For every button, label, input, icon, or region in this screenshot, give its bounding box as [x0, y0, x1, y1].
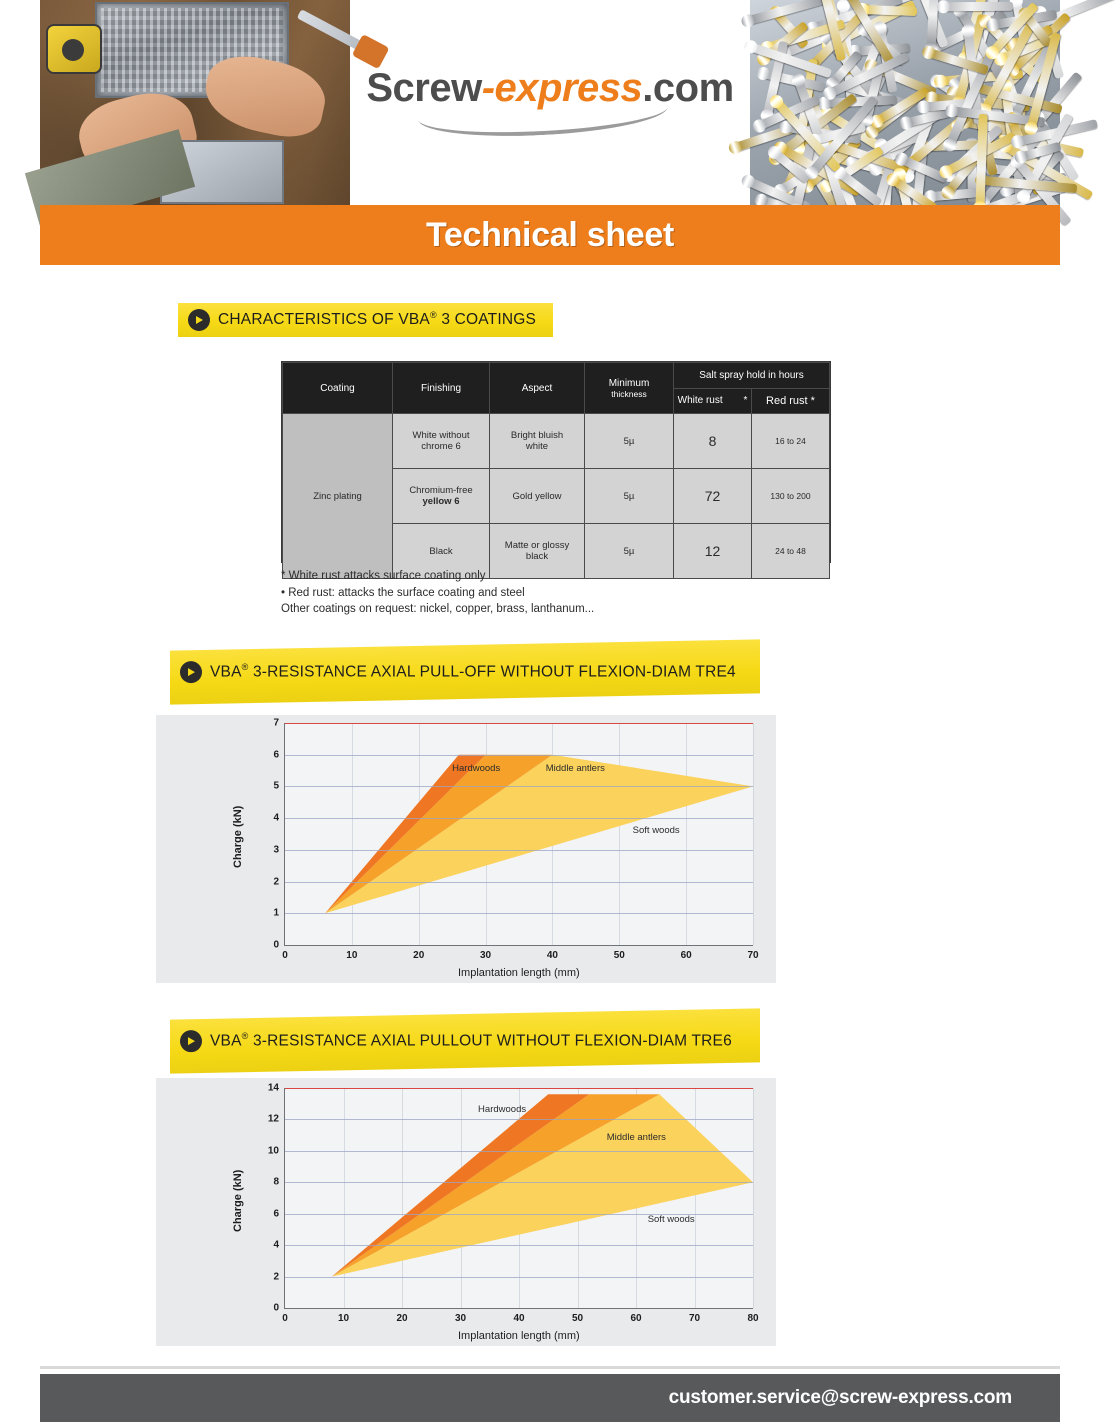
- chart-gridline: [285, 1119, 753, 1120]
- heading-text-b: 3 COATINGS: [436, 311, 537, 329]
- coating-characteristics-table: [281, 361, 831, 563]
- table-footnotes: [281, 568, 801, 618]
- chart-gridline: [285, 1245, 753, 1246]
- chart-y-tick-label: 6: [273, 749, 279, 761]
- chart-y-tick-label: 14: [267, 1082, 279, 1094]
- chart-x-tick-label: 10: [346, 950, 358, 961]
- tape-measure: [46, 24, 102, 74]
- chart-series-label: Soft woods: [647, 1214, 695, 1225]
- chart-series-label: Middle antlers: [545, 762, 605, 774]
- chart-vertical-gridline: [753, 1088, 754, 1308]
- registered-mark: ®: [241, 1031, 249, 1042]
- chart-gridline: [285, 755, 753, 756]
- th-white-rust-mark: *: [743, 395, 748, 407]
- chart-series-label: Hardwoods: [452, 762, 501, 774]
- cell-finishing-line2: yellow 6: [422, 496, 460, 507]
- section-heading-coatings: [178, 303, 553, 337]
- cell-aspect-line1: Gold yellow: [512, 490, 562, 502]
- heading-text-a: VBA: [210, 663, 242, 681]
- th-red-rust: Red rust *: [752, 388, 830, 414]
- cell-thickness: 5µ: [585, 524, 674, 579]
- th-coating: Coating: [283, 363, 393, 414]
- chart-series-areas: [285, 723, 753, 945]
- table-row: [283, 414, 830, 469]
- chart-gridline: [285, 723, 753, 724]
- cell-finishing-line2: chrome 6: [421, 441, 461, 452]
- chart-tre4-y-axis-title: Charge (kN): [232, 805, 244, 868]
- th-white-rust-label: White rust: [677, 395, 723, 407]
- cell-thickness: 5µ: [585, 469, 674, 524]
- chart-y-tick-label: 12: [267, 1113, 279, 1125]
- cell-white-rust: 12: [674, 524, 752, 579]
- chart-x-tick-label: 60: [680, 950, 692, 961]
- chart-x-tick-label: 40: [513, 1313, 525, 1324]
- cell-aspect-line1: Bright bluish: [510, 430, 564, 441]
- chart-y-tick-label: 4: [273, 812, 279, 824]
- section-heading-tre4-label: [210, 663, 736, 682]
- chart-gridline: [285, 1088, 753, 1089]
- logo-part-2: -express: [481, 66, 643, 110]
- chart-y-tick-label: 3: [273, 844, 279, 856]
- chart-x-tick-label: 30: [480, 950, 492, 961]
- logo-part-1: Screw: [366, 66, 482, 110]
- cell-red-rust: 24 to 48: [752, 524, 830, 579]
- screws-pile-image: [750, 0, 1060, 205]
- th-min-thickness-line1: Minimum: [608, 377, 650, 389]
- chart-gridline: [285, 1182, 753, 1183]
- logo-swoosh: [410, 113, 690, 139]
- play-arrow-icon: [188, 309, 210, 331]
- chart-tre4-x-axis-title: Implantation length (mm): [458, 967, 580, 979]
- screws-photo: [750, 0, 1060, 205]
- hand-right: [199, 48, 331, 143]
- footnote-other-coatings: Other coatings on request: nickel, copper, brass, lanthanum...: [281, 603, 595, 616]
- section-heading-coatings-label: [218, 310, 536, 329]
- cell-finishing-line1: White without: [412, 430, 470, 441]
- th-finishing: Finishing: [393, 363, 490, 414]
- chart-tre4-inner: [156, 715, 776, 983]
- chart-series-label: Hardwoods: [478, 1104, 527, 1115]
- chart-tre6-plot: [267, 1082, 759, 1324]
- chart-gridline: [285, 882, 753, 883]
- chart-x-tick-label: 0: [282, 950, 288, 961]
- chart-x-tick-label: 60: [630, 1313, 642, 1324]
- registered-mark: ®: [241, 662, 249, 673]
- workbench-image: [40, 0, 350, 205]
- technical-sheet-banner: [40, 205, 1060, 265]
- chart-y-tick-label: 0: [273, 1302, 279, 1314]
- chart-x-tick-label: 50: [571, 1313, 584, 1324]
- chart-gridline: [285, 786, 753, 787]
- cell-red-rust: 16 to 24: [752, 414, 830, 469]
- chart-x-tick-label: 70: [688, 1313, 701, 1324]
- cell-aspect-line2: white: [525, 441, 549, 452]
- chart-tre6-inner: [156, 1078, 776, 1346]
- footnote-red-rust: • Red rust: attacks the surface coating and steel: [281, 586, 525, 599]
- heading-text-b: 3-RESISTANCE AXIAL PULL-OFF WITHOUT FLEXION-DIAM TRE4: [248, 663, 736, 681]
- registered-mark: ®: [429, 310, 437, 321]
- cell-finishing-line1: Black: [429, 545, 453, 557]
- heading-text-a: CHARACTERISTICS OF VBA: [218, 311, 430, 329]
- chart-series-area: [325, 755, 753, 914]
- chart-tre6: [156, 1078, 776, 1346]
- cell-finishing: [393, 414, 490, 469]
- page-header: [40, 0, 1060, 205]
- chart-series-label: Soft woods: [632, 824, 680, 836]
- cell-thickness: 5µ: [585, 414, 674, 469]
- section-heading-tre6: [170, 1008, 760, 1073]
- chart-gridline: [285, 913, 753, 914]
- chart-x-tick-label: 0: [282, 1313, 288, 1324]
- chart-y-tick-label: 4: [273, 1239, 279, 1251]
- cell-aspect: [490, 414, 585, 469]
- cell-aspect-line2: black: [525, 551, 549, 562]
- banner-title: Technical sheet: [425, 215, 675, 254]
- heading-text-a: VBA: [210, 1032, 242, 1050]
- th-min-thickness: [585, 363, 674, 414]
- chart-y-tick-label: 2: [273, 1271, 279, 1283]
- chart-x-tick-label: 80: [747, 1313, 759, 1324]
- chart-y-tick-label: 2: [273, 876, 279, 888]
- chart-gridline: [285, 850, 753, 851]
- chart-x-tick-label: 20: [413, 950, 425, 961]
- chart-series-label: Middle antlers: [606, 1132, 666, 1144]
- screw: [863, 5, 917, 16]
- site-logo: [350, 0, 750, 205]
- section-heading-tre6-label: [210, 1032, 732, 1051]
- heading-text-b: 3-RESISTANCE AXIAL PULLOUT WITHOUT FLEXION-DIAM TRE6: [248, 1032, 732, 1050]
- cell-white-rust: 72: [674, 469, 752, 524]
- chart-y-tick-label: 1: [273, 907, 279, 919]
- chart-x-tick-label: 70: [747, 950, 759, 961]
- chart-vertical-gridline: [753, 723, 754, 945]
- chart-tre6-y-axis-title: Charge (kN): [232, 1169, 244, 1232]
- cell-aspect-line1: Matte or glossy: [504, 540, 570, 551]
- footnote-white-rust: * White rust attacks surface coating only: [281, 570, 486, 582]
- th-aspect: Aspect: [490, 363, 585, 414]
- chart-x-tick-label: 30: [454, 1313, 467, 1324]
- chart-y-tick-label: 10: [267, 1145, 279, 1157]
- th-white-rust: [674, 388, 752, 414]
- workbench-photo: [40, 0, 350, 205]
- footer-divider: [40, 1366, 1060, 1369]
- cell-finishing-line1: Chromium-free: [409, 485, 473, 496]
- play-arrow-icon: [180, 661, 202, 683]
- cell-aspect: [490, 469, 585, 524]
- chart-tre4: [156, 715, 776, 983]
- cell-red-rust: 130 to 200: [752, 469, 830, 524]
- cell-finishing: [393, 469, 490, 524]
- chart-tre6-x-axis-title: Implantation length (mm): [458, 1330, 580, 1342]
- footer-email: customer.service@screw-express.com: [668, 1387, 1012, 1408]
- chart-x-tick-label: 50: [613, 950, 625, 961]
- chart-tre4-plot: [273, 717, 759, 961]
- chart-x-tick-label: 40: [546, 950, 558, 961]
- chart-gridline: [285, 1151, 753, 1152]
- logo-part-3: .com: [642, 66, 734, 110]
- screw: [944, 2, 1013, 11]
- cell-coating: Zinc plating: [283, 414, 393, 579]
- chart-series-areas: [285, 1088, 753, 1308]
- chart-y-tick-label: 8: [273, 1176, 279, 1188]
- table-header-row: [283, 363, 830, 389]
- chart-y-tick-label: 7: [273, 717, 279, 729]
- th-min-thickness-line2: thickness: [611, 388, 647, 399]
- chart-x-tick-label: 10: [337, 1313, 350, 1324]
- chart-gridline: [285, 1277, 753, 1278]
- chart-y-tick-label: 6: [273, 1208, 279, 1220]
- th-salt-spray: Salt spray hold in hours: [674, 363, 830, 389]
- cell-white-rust: 8: [674, 414, 752, 469]
- section-heading-tre4: [170, 639, 760, 704]
- play-arrow-icon: [180, 1030, 202, 1052]
- chart-gridline: [285, 818, 753, 819]
- page-footer: [40, 1374, 1060, 1422]
- chart-y-tick-label: 0: [273, 939, 279, 951]
- chart-y-tick-label: 5: [273, 780, 279, 792]
- chart-x-tick-label: 20: [396, 1313, 408, 1324]
